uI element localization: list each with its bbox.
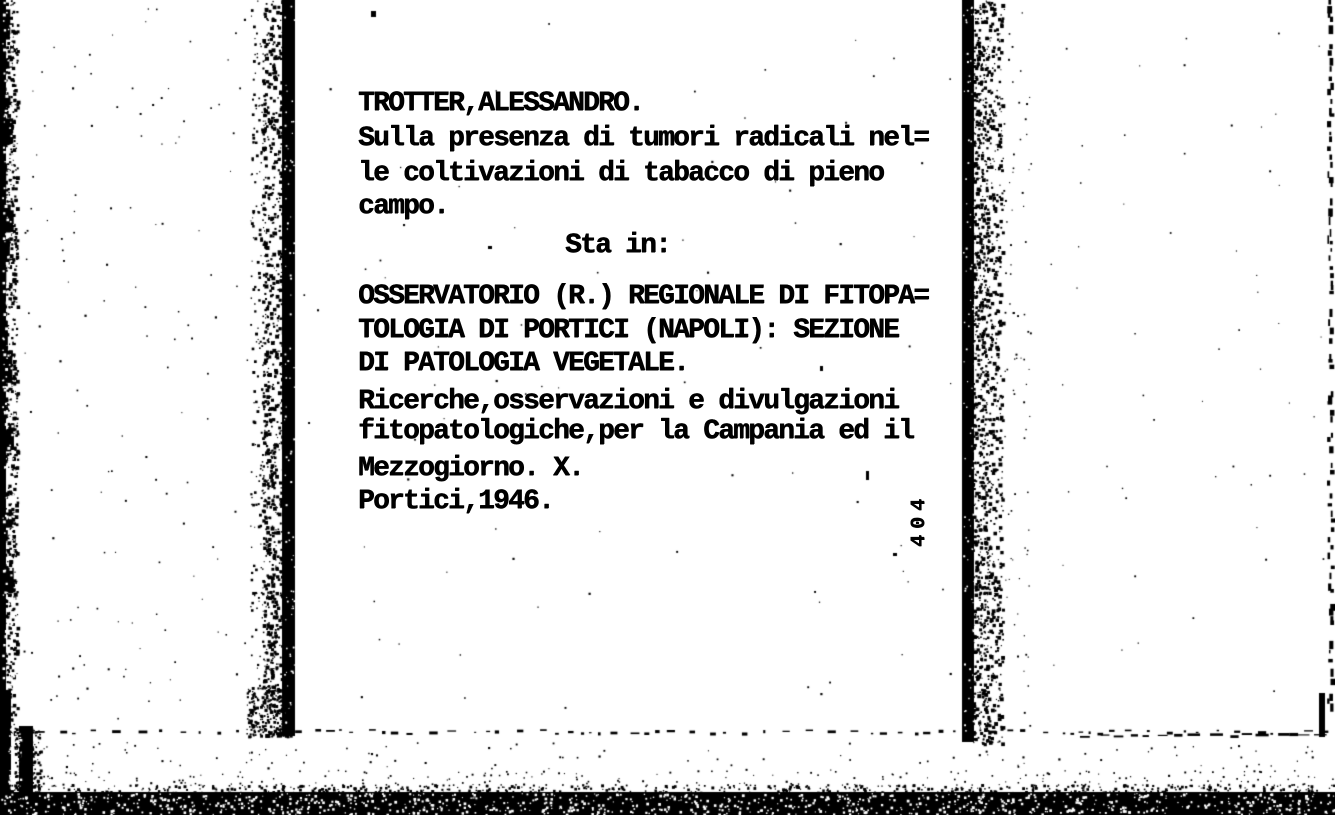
shelf-number-vertical: 404 xyxy=(908,493,931,548)
card-line-series-4: Ricerche,osservazioni e divulgazioni xyxy=(358,386,899,417)
card-line-connector: Sta in: xyxy=(565,230,671,261)
card-line-series-6: Mezzogiorno. X. xyxy=(358,453,584,484)
card-line-series-2: TOLOGIA DI PORTICI (NAPOLI): SEZIONE xyxy=(358,315,899,346)
card-line-imprint: Portici,1946. xyxy=(358,486,554,517)
card-line-title-3: campo. xyxy=(358,191,449,222)
card-line-title-2: le coltivazioni di tabacco di pieno xyxy=(358,158,884,189)
card-line-series-3: DI PATOLOGIA VEGETALE. xyxy=(358,348,689,379)
card-line-series-1: OSSERVATORIO (R.) REGIONALE DI FITOPA= xyxy=(358,281,929,312)
card-line-series-5: fitopatologiche,per la Campania ed il xyxy=(358,416,914,447)
card-line-author: TROTTER,ALESSANDRO. xyxy=(358,88,644,119)
card-line-title-1: Sulla presenza di tumori radicali nel= xyxy=(358,123,929,154)
